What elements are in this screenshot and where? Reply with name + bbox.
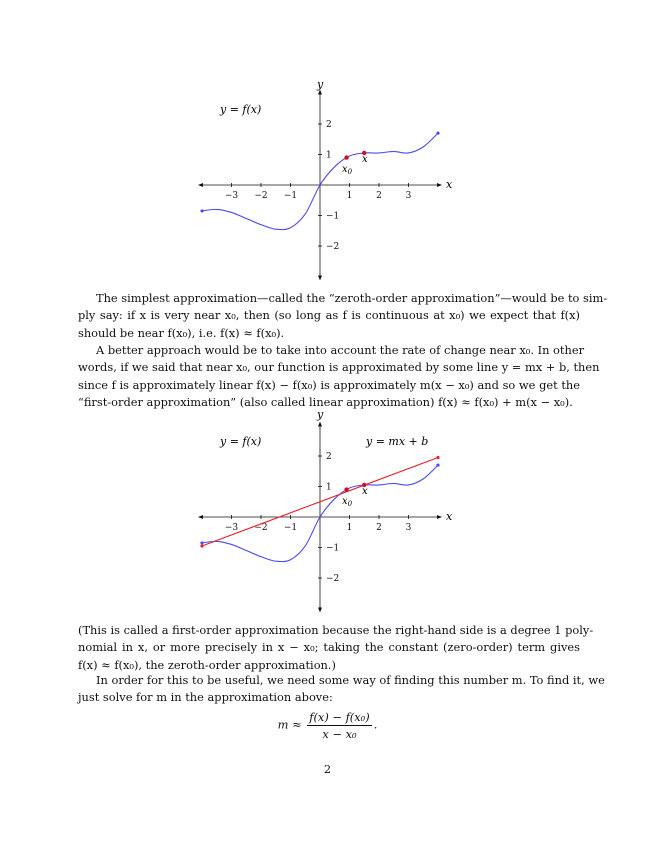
line-label: y = mx + b xyxy=(366,435,429,448)
x-axis-label: x xyxy=(446,510,453,523)
paragraph-zeroth-order xyxy=(78,290,608,342)
y-axis-arrow xyxy=(318,422,322,427)
y-tick-label: −1 xyxy=(326,211,340,222)
series-end-marker xyxy=(436,456,439,459)
paragraph-line: f(x) ≈ f(x₀), the zeroth-order approximation.) xyxy=(78,657,336,672)
paragraph-line: just solve for m in the approximation above: xyxy=(78,690,333,705)
x-tick-label: 3 xyxy=(405,523,412,533)
paragraph-parenthetical xyxy=(78,622,594,674)
point-x-label: x xyxy=(362,154,368,165)
point-x0 xyxy=(344,155,348,159)
page-number: 2 xyxy=(323,762,332,776)
paragraph-line: The simplest approximation—called the “zeroth-order approximation”—would be to sim- xyxy=(96,291,608,305)
equation-trailing: . xyxy=(373,717,378,732)
x-tick-label: −2 xyxy=(254,523,268,533)
series-start-marker xyxy=(200,544,203,547)
paragraph-line: “first-order approximation” (also called linear approximation) f(x) ≈ f(x₀) + m(x − x₀). xyxy=(78,395,573,410)
y-axis-label: y xyxy=(317,78,324,91)
equation-slope xyxy=(0,710,655,741)
y-axis-arrow-bottom xyxy=(318,608,322,613)
equation-numerator: f(x) − f(x₀) xyxy=(309,710,370,724)
y-axis-arrow-bottom xyxy=(318,276,322,281)
figure-2 xyxy=(0,405,655,625)
y-tick-label: −2 xyxy=(326,574,340,584)
paragraph-line: nomial in x, or more precisely in x − x₀; taking the constant (zero-order) term gives xyxy=(78,640,580,655)
series-start-marker xyxy=(200,541,203,544)
point-x0-label: $x_0$ xyxy=(342,496,353,508)
equation-fraction xyxy=(307,710,371,741)
y-tick-label: −1 xyxy=(326,543,340,554)
equation-lhs: m ≈ xyxy=(277,717,302,732)
equation-denominator: x − x₀ xyxy=(322,727,357,741)
x-axis-arrow xyxy=(437,515,442,519)
paragraph-line: A better approach would be to take into account the rate of change near x₀. In other xyxy=(96,343,585,357)
y-tick-label: 2 xyxy=(326,120,332,130)
y-tick-label: 1 xyxy=(326,150,332,161)
paragraph-line: since f is approximately linear f(x) − f(x₀) is approximately m(x − x₀) and so we get the xyxy=(78,377,580,392)
y-tick-label: 2 xyxy=(326,452,332,462)
point-x0-label: $x_0$ xyxy=(342,164,353,176)
x-tick-label: −1 xyxy=(283,191,298,201)
y-tick-label: 1 xyxy=(326,482,332,493)
x-axis-label: x xyxy=(446,178,453,191)
x-tick-label: 2 xyxy=(376,191,382,201)
y-tick-label: −2 xyxy=(326,242,340,252)
paragraph-first-order xyxy=(78,342,600,412)
point-x0 xyxy=(344,487,348,491)
figure-1 xyxy=(0,0,655,290)
series-end-marker xyxy=(436,132,439,135)
curve-label: y = f(x) xyxy=(220,103,262,116)
paragraph-line: (This is called a first-order approximation because the right-hand side is a degree 1 poly- xyxy=(78,623,594,637)
x-axis-arrow xyxy=(437,183,442,187)
y-axis-label: y xyxy=(317,408,324,421)
curve-label: y = f(x) xyxy=(220,435,262,448)
paragraph-line: In order for this to be useful, we need some way of finding this number m. To find it, we xyxy=(96,673,605,687)
paragraph-line: ply say: if x is very near x₀, then (so long as f is continuous at x₀) we expect that f(x) xyxy=(78,308,580,323)
x-tick-label: 1 xyxy=(346,523,353,533)
paragraph-line: words, if we said that near x₀, our function is approximated by some line y = mx + b, then xyxy=(78,360,600,375)
x-axis-arrow-left xyxy=(198,515,203,519)
series-start-marker xyxy=(200,209,203,212)
series-end-marker xyxy=(436,464,439,467)
x-axis-arrow-left xyxy=(198,183,203,187)
x-tick-label: −2 xyxy=(254,191,268,201)
x-tick-label: −3 xyxy=(224,523,239,533)
x-tick-label: −3 xyxy=(224,191,239,201)
point-x-label: x xyxy=(362,486,368,497)
x-tick-label: −1 xyxy=(283,523,298,533)
x-tick-label: 2 xyxy=(376,523,382,533)
paragraph-line: should be near f(x₀), i.e. f(x) ≈ f(x₀). xyxy=(78,325,285,340)
paragraph-finding-m xyxy=(78,672,605,707)
x-tick-label: 3 xyxy=(405,191,412,201)
x-tick-label: 1 xyxy=(346,191,353,201)
